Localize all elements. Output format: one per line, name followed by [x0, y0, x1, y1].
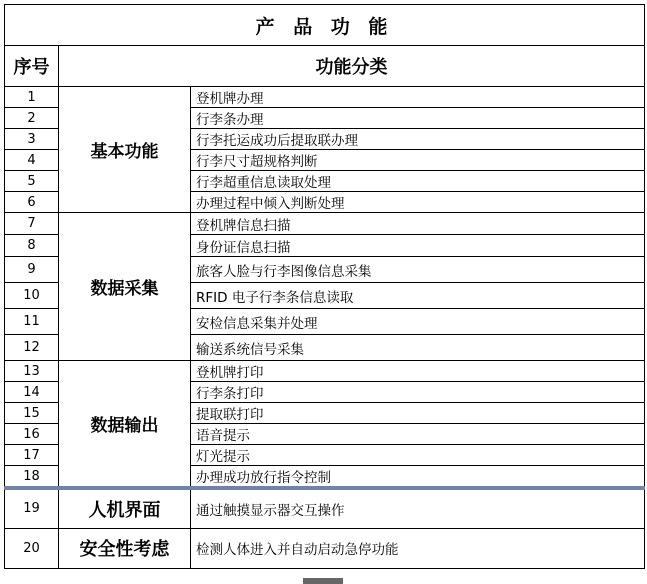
row-function: 安检信息采集并处理 [191, 309, 645, 335]
row-function: 输送系统信号采集 [191, 335, 645, 361]
row-index: 18 [5, 466, 59, 489]
row-index: 2 [5, 108, 59, 129]
row-index: 4 [5, 150, 59, 171]
row-index: 17 [5, 445, 59, 466]
row-index: 15 [5, 403, 59, 424]
row-index: 7 [5, 213, 59, 235]
row-function: 登机牌信息扫描 [191, 213, 645, 235]
row-index: 3 [5, 129, 59, 150]
row-function: 行李条办理 [191, 108, 645, 129]
row-function: 行李托运成功后提取联办理 [191, 129, 645, 150]
row-index: 5 [5, 171, 59, 192]
row-function: 行李尺寸超规格判断 [191, 150, 645, 171]
table-title: 产 品 功 能 [5, 5, 645, 46]
row-index: 16 [5, 424, 59, 445]
category-safety: 安全性考虑 [59, 528, 191, 568]
category-data-collection: 数据采集 [59, 213, 191, 361]
row-index: 12 [5, 335, 59, 361]
row-index: 6 [5, 192, 59, 213]
row-function: 办理成功放行指令控制 [191, 466, 645, 489]
row-index: 20 [5, 528, 59, 568]
row-function: 通过触摸显示器交互操作 [191, 488, 645, 528]
row-index: 19 [5, 488, 59, 528]
product-function-table [4, 4, 645, 569]
row-function: 提取联打印 [191, 403, 645, 424]
row-function: 登机牌打印 [191, 361, 645, 382]
row-index: 11 [5, 309, 59, 335]
row-index: 9 [5, 257, 59, 283]
category-data-output: 数据输出 [59, 361, 191, 489]
header-index: 序号 [5, 46, 59, 87]
header-function: 功能分类 [59, 46, 645, 87]
row-function: 旅客人脸与行李图像信息采集 [191, 257, 645, 283]
row-function: 办理过程中倾入判断处理 [191, 192, 645, 213]
row-function: 身份证信息扫描 [191, 235, 645, 257]
row-index: 14 [5, 382, 59, 403]
page-edge-marker [303, 578, 343, 584]
row-function: 行李条打印 [191, 382, 645, 403]
row-function: 灯光提示 [191, 445, 645, 466]
category-basic: 基本功能 [59, 87, 191, 213]
row-function: RFID 电子行李条信息读取 [191, 283, 645, 309]
row-function: 检测人体进入并自动启动急停功能 [191, 528, 645, 568]
row-index: 8 [5, 235, 59, 257]
category-hmi: 人机界面 [59, 488, 191, 528]
row-function: 语音提示 [191, 424, 645, 445]
row-index: 13 [5, 361, 59, 382]
row-function: 登机牌办理 [191, 87, 645, 108]
row-index: 10 [5, 283, 59, 309]
row-index: 1 [5, 87, 59, 108]
row-function: 行李超重信息读取处理 [191, 171, 645, 192]
